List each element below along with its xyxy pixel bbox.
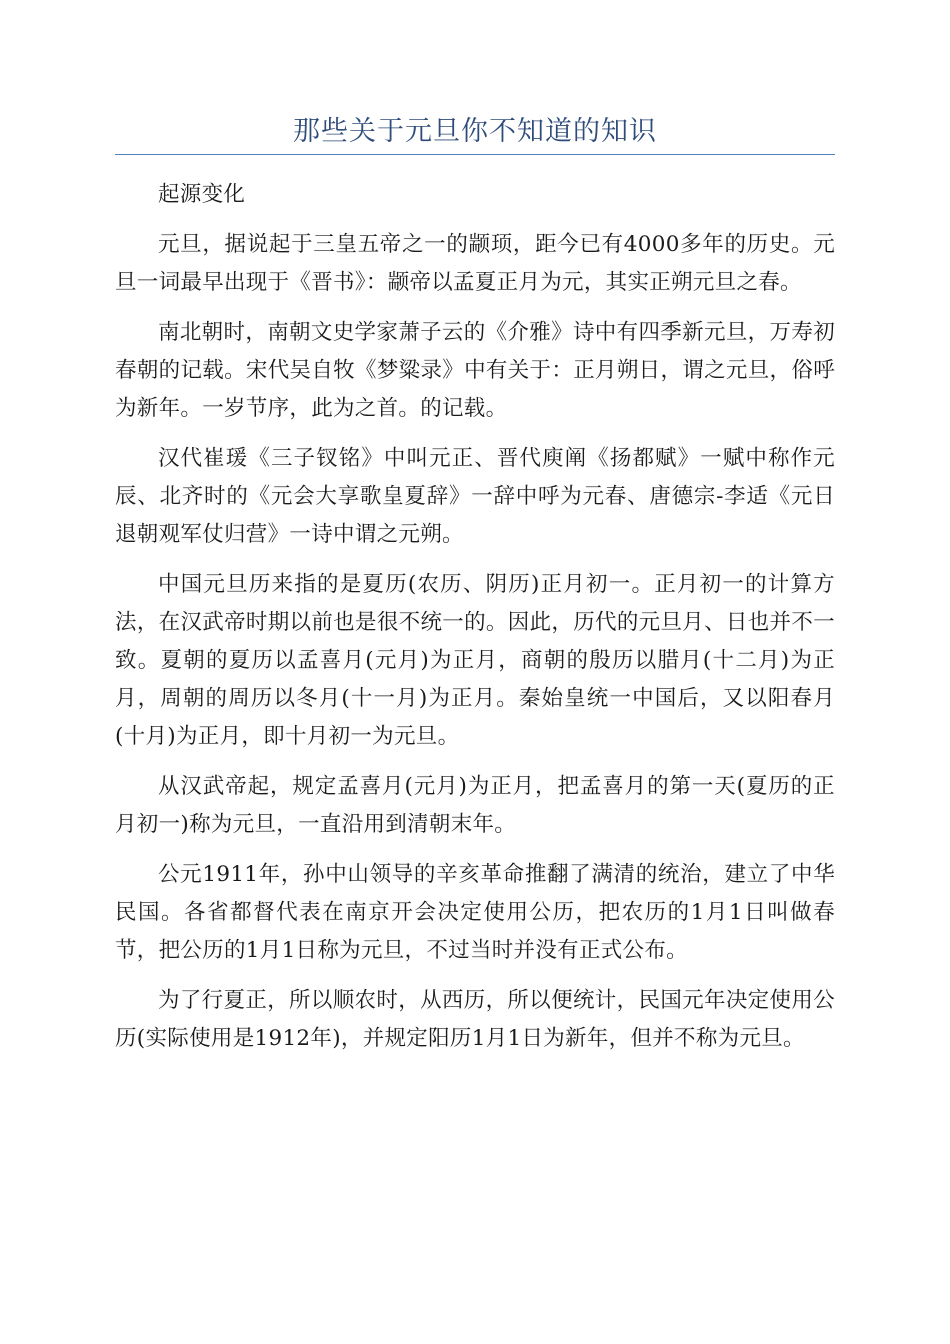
document-title: 那些关于元旦你不知道的知识 [293,116,657,147]
title-underline [115,154,835,155]
paragraph: 公元1911年，孙中山领导的辛亥革命推翻了满清的统治，建立了中华民国。各省都督代表在南京开会决定使用公历，把农历的1月1日叫做春节，把公历的1月1日称为元旦，不过当时并没有正式公布。 [115,862,835,963]
paragraph: 为了行夏正，所以顺农时，从西历，所以便统计，民国元年决定使用公历(实际使用是1912年)，并规定阳历1月1日为新年，但并不称为元旦。 [115,988,835,1051]
paragraph: 中国元旦历来指的是夏历(农历、阴历)正月初一。正月初一的计算方法，在汉武帝时期以前也是很不统一的。因此，历代的元旦月、日也并不一致。夏朝的夏历以孟喜月(元月)为正月，商朝的殷历以腊月(十二月)为正月，周朝的周历以冬月(十一月)为正月。秦始皇统一中国后，又以阳春月(十月)为正月，即十月初一为元旦。 [115,572,835,749]
document-body [115,176,835,1070]
paragraph: 汉代崔瑗《三子钗铭》中叫元正、晋代庾阐《扬都赋》一赋中称作元辰、北齐时的《元会大享歌皇夏辞》一辞中呼为元春、唐德宗-李适《元日退朝观军仗归营》一诗中谓之元朔。 [115,446,835,547]
paragraph: 从汉武帝起，规定孟喜月(元月)为正月，把孟喜月的第一天(夏历的正月初一)称为元旦，一直沿用到清朝末年。 [115,774,835,837]
paragraph: 南北朝时，南朝文史学家萧子云的《介雅》诗中有四季新元旦，万寿初春朝的记载。宋代吴自牧《梦粱录》中有关于：正月朔日，谓之元旦，俗呼为新年。一岁节序，此为之首。的记载。 [115,320,835,421]
paragraph: 元旦，据说起于三皇五帝之一的颛顼，距今已有4000多年的历史。元旦一词最早出现于《晋书》：颛帝以孟夏正月为元，其实正朔元旦之春。 [115,232,835,295]
section-heading: 起源变化 [158,182,246,207]
